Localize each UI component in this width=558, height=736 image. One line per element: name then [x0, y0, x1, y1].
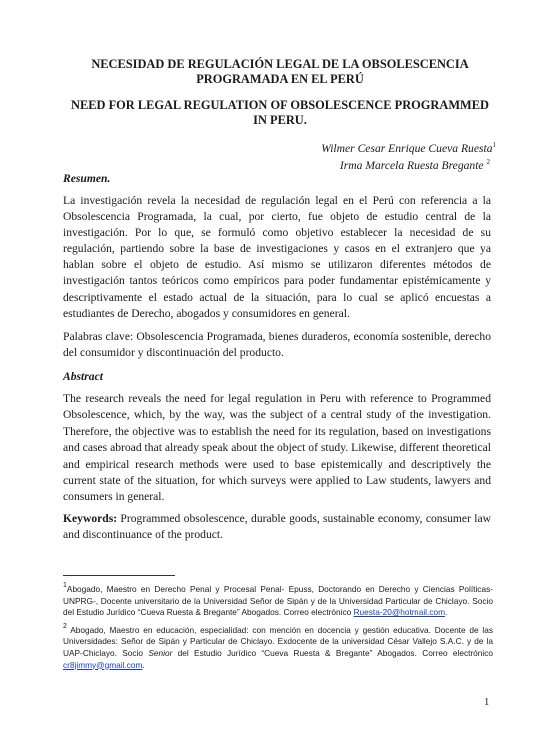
author-1 — [321, 138, 496, 156]
palabras-clave: Palabras clave: Obsolescencia Programada, bienes duraderos, economía sostenible, derecho del consumidor y discontinuación del producto. — [63, 330, 491, 360]
footnote-2-end: . — [142, 659, 145, 670]
footnote-1-end: . — [445, 607, 448, 618]
abstract-body: The research reveals the need for legal regulation in Peru with reference to Programmed Obsolescence, which, by the way, was the subject of a central study of the investigation. Therefore, the objective was to establish the need for its regulation, based on investigations and cases abroad that already speak about the object of study. Likewise, different theoretical and empirical research methods were used to base epistemically and descriptively the current state of the situation, for which surveys were applied to Law students, lawyers and consumers in general. — [63, 392, 491, 504]
footnote-2 — [63, 621, 493, 671]
author-2-footnote-mark[interactable]: 2 — [486, 158, 490, 166]
author-2-name: Irma Marcela Ruesta Bregante — [339, 159, 484, 172]
footnote-2-mark: 2 — [63, 622, 67, 630]
author-1-footnote-mark[interactable]: 1 — [492, 141, 496, 149]
keywords-label: Keywords: — [63, 512, 118, 525]
footnote-2-email-link[interactable]: cr8jimmy@gmail.com — [63, 659, 143, 670]
footnote-1-text: Abogado, Maestro en Derecho Penal y Procesal Penal- Epuss, Doctorando en Derecho y Ciencias Políticas- UNPRG-, Docente universitario de la Universidad Señor de Sipán y de la Universidad Particular de Chiclayo. Socio del Estudio Jurídico “Cueva Ruesta & Bregante” Abogados. Correo electrónico — [63, 584, 493, 618]
footnote-1-mark: 1 — [63, 582, 67, 589]
footnotes — [63, 580, 493, 673]
resumen-heading: Resumen. — [63, 172, 111, 185]
title-english: NEED FOR LEGAL REGULATION OF OBSOLESCENCE PROGRAMMED IN PERU. — [71, 98, 489, 127]
author-2 — [340, 155, 490, 173]
footnote-divider — [63, 575, 175, 576]
keywords — [63, 511, 491, 544]
footnote-2-text-italic: Senior — [148, 647, 173, 658]
footnote-1 — [63, 580, 493, 619]
keywords-text: Programmed obsolescence, durable goods, sustainable economy, consumer law and discontinuance of the product. — [63, 512, 491, 542]
author-1-name: Wilmer Cesar Enrique Cueva Ruesta — [321, 142, 493, 155]
title-spanish: NECESIDAD DE REGULACIÓN LEGAL DE LA OBSOLESCENCIA PROGRAMADA EN EL PERÚ — [91, 57, 469, 86]
footnote-2-text-a: Abogado, Maestro en educación, especialidad: con mención en docencia y gestión educativa. Docente de las Universidades: Señor de Sipán y Particular de Chiclayo. Exdocente de la universidad César Vallejo S.A.C. y de la UAP-Chiclayo. Socio — [63, 624, 493, 658]
abstract-heading: Abstract — [63, 370, 103, 383]
page-number: 1 — [484, 697, 490, 708]
resumen-body: La investigación revela la necesidad de regulación legal en el Perú con referencia a la Obsolescencia Programada, la cual, por cierto, fue objeto de estudio central de la investigación. Por lo que, se formuló como objetivo establecer la necesidad de su regulación, partiendo sobre la base de investigaciones y casos en el extranjero que ya hablan sobre el objeto de estudio. Así mismo se utilizaron diferentes métodos de investigación tantos teóricos como empíricos para poder fundamentar epistémicamente y descriptivamente el estado actual de la situación, para lo cual se aplicó encuestas a estudiantes de Derecho, abogados y consumidores en general. — [63, 194, 491, 320]
footnote-1-email-link[interactable]: Ruesta-20@hotmail.com — [353, 607, 445, 618]
footnote-2-text-b: del Estudio Jurídico “Cueva Ruesta & Bregante” Abogados. Correo electrónico — [172, 647, 493, 658]
